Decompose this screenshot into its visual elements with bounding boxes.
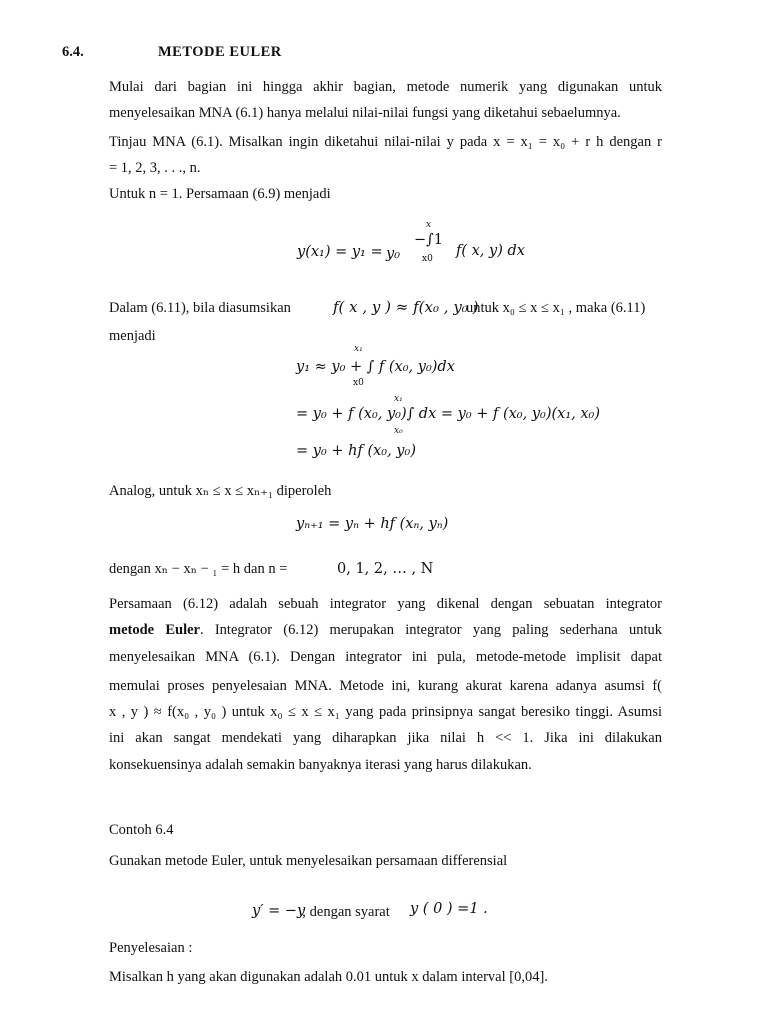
section-number: 6.4. (62, 44, 84, 60)
dalam-part-2: untuk x₀ ≤ x ≤ x₁ , maka (6.11) (466, 300, 646, 316)
contoh-line: Gunakan metode Euler, untuk menyelesaikan persamaan differensial (109, 853, 508, 869)
dalam-line-2: menjadi (109, 328, 156, 344)
dalam-assumption: f( x , y ) ≈ f(x₀ , y₀ ) (333, 298, 479, 316)
persamaan-line-6: ini akan sangat mendekati yang diharapkan jika nilai h << 1. Jika ini dilakukan (109, 730, 662, 747)
dengan-text: dengan xₙ − xₙ − ₁ = h dan n = (109, 561, 288, 577)
eq1-integrand: f( x, y) dx (456, 243, 525, 259)
intro-line-1: Mulai dari bagian ini hingga akhir bagian, metode numerik yang digunakan untuk (109, 79, 662, 95)
equation-euler-general: yₙ₊₁ = yₙ + hf (xₙ, yₙ) (296, 516, 449, 532)
persamaan-line-7: konsekuensinya adalah semakin banyaknya iterasi yang harus dilakukan. (109, 756, 532, 773)
eq1-upper-limit: x (426, 220, 432, 230)
penyelesaian-title: Penyelesaian : (109, 940, 193, 956)
eq1-integral: −∫1 (414, 232, 443, 248)
dengan-values: 0, 1, 2, … , N (337, 561, 434, 577)
intro-paragraph (109, 74, 662, 126)
tinjau-line-2: = 1, 2, 3, . . ., n. (109, 160, 201, 176)
persamaan-line-4: memulai proses penyelesaian MNA. Metode ini, kurang akurat karena adanya asumsi f( (109, 677, 662, 694)
persamaan-line-1: Persamaan (6.12) adalah sebuah integrator yang dikenal dengan sebuatan integrator (109, 596, 662, 612)
eq2-row1-lower: x0 (353, 378, 364, 388)
tinjau-paragraph (109, 129, 662, 181)
dalam-part-1: Dalam (6.11), bila diasumsikan (109, 300, 291, 316)
eq2-row2-lower: x₀ (394, 426, 403, 436)
penyelesaian-line: Misalkan h yang akan digunakan adalah 0.01 untuk x dalam interval [0,04]. (109, 969, 548, 985)
analog-line: Analog, untuk xₙ ≤ x ≤ xₙ₊₁ diperoleh (109, 483, 332, 499)
eq1-y0: y₀ (386, 246, 401, 262)
tinjau-line-1: Tinjau MNA (6.1). Misalkan ingin diketahui nilai-nilai y pada x = x₁ = x₀ + r h dengan r (109, 134, 662, 150)
eq2-row2: = y₀ + f (x₀, y₀)∫ dx = y₀ + f (x₀, y₀)(x₁, x₀) (296, 406, 601, 422)
eq2-row2-upper: x₁ (394, 394, 403, 404)
metode-euler-term: metode Euler (109, 622, 200, 639)
contoh-eq-mid: ; dengan syarat (302, 904, 390, 920)
persamaan-line-3: menyelesaikan MNA (6.1). Dengan integrator ini pula, metode-metode implisit dapat (109, 648, 662, 665)
contoh-title: Contoh 6.4 (109, 822, 174, 838)
persamaan-line-5: x , y ) ≈ f(x₀ , y₀ ) untuk x₀ ≤ x ≤ x₁ yang pada prinsipnya sangat beresiko tinggi. Asumsi (109, 704, 662, 721)
persamaan-line-2-rest: . Integrator (6.12) merupakan integrator yang paling sederhana untuk (199, 622, 662, 639)
intro-line-2: menyelesaikan MNA (6.1) hanya melalui nilai-nilai fungsi yang diketahui sebaelumnya. (109, 105, 621, 121)
eq2-row1: y₁ ≈ y₀ + ∫ f (x₀, y₀)dx (296, 359, 455, 375)
section-title: METODE EULER (158, 44, 282, 60)
contoh-eq-right: y ( 0 ) =1 . (410, 901, 488, 917)
untuk-line: Untuk n = 1. Persamaan (6.9) menjadi (109, 186, 331, 202)
persamaan-paragraph (109, 591, 662, 778)
eq1-lower-limit: x0 (422, 254, 433, 264)
eq1-lhs: y(x₁) = y₁ = (297, 244, 383, 260)
persamaan-line-2 (109, 617, 662, 643)
eq2-row3: = y₀ + hf (x₀, y₀) (296, 443, 416, 459)
contoh-eq-left: y′ = −y (252, 903, 306, 919)
eq2-row1-upper: x₁ (354, 344, 363, 354)
